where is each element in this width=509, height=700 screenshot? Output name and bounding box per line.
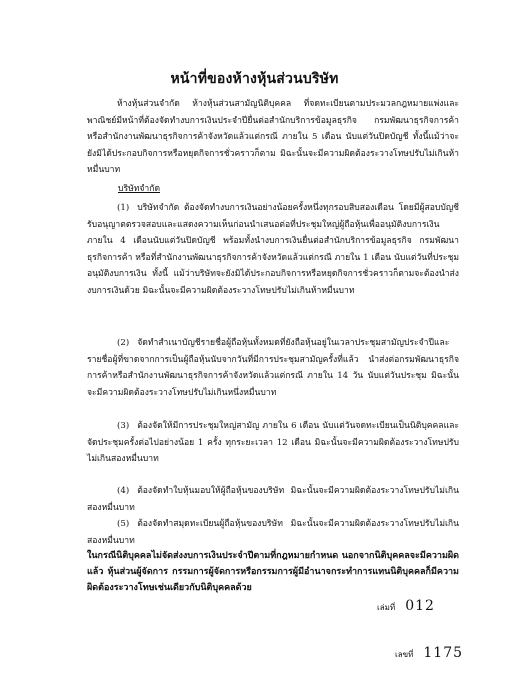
list-item <box>87 418 459 468</box>
item-text: ต้องจัดทำใบหุ้นมอบให้ผู้ถือหุ้นของบริษัท มิฉะนั้นจะมีความผิดต้องระวางโทษปรับไม่เกินสองหมื่นบาท <box>87 486 459 513</box>
number-value: 1175 <box>423 645 464 661</box>
page-title: หน้าที่ของห้างหุ้นส่วนบริษัท <box>170 71 339 87</box>
number-reference <box>395 645 463 661</box>
volume-reference <box>377 598 435 614</box>
intro-paragraph <box>87 96 459 179</box>
item-number: (4) <box>117 486 130 496</box>
list-item <box>87 516 459 549</box>
volume-label: เล่มที่ <box>377 603 396 612</box>
intro-text: ห้างหุ้นส่วนจำกัด ห้างหุ้นส่วนสามัญนิติบุคคล ที่จดทะเบียนตามประมวลกฎหมายแพ่งและพาณิชย์มีหน้าที่ต้องจัดทำงบการเงินประจำปียื่นต่อสำนักบริการข้อมูลธุรกิจ กรมพัฒนาธุรกิจการค้าหรือสำนักงานพัฒนาธุรกิจการค้าจังหวัดแล้วแต่กรณี ภายใน 5 เดือน นับแต่วันปิดบัญชี ทั้งนี้แม้ว่าจะยังมิได้ประกอบกิจการหรือหยุดกิจการชั่วคราวก็ตาม มิฉะนั้นจะมีความผิดต้องระวางโทษปรับไม่เกินห้าหมื่นบาท <box>87 99 459 176</box>
item-text: ต้องจัดให้มีการประชุมใหญ่สามัญ ภายใน 6 เดือน นับแต่วันจดทะเบียนเป็นนิติบุคคลและจัดประชุมครั้งต่อไปอย่างน้อย 1 ครั้ง ทุกระยะเวลา 12 เดือน มิฉะนั้นจะมีความผิดต้องระวางโทษปรับไม่เกินสองหมื่นบาท <box>87 421 459 465</box>
section-heading: บริษัทจำกัด <box>118 184 161 194</box>
item-number: (1) <box>117 203 130 213</box>
number-label: เลขที่ <box>395 650 414 659</box>
item-text: บริษัทจำกัด ต้องจัดทำงบการเงินอย่างน้อยครั้งหนึ่งทุกรอบสิบสองเดือน โดยมีผู้สอบบัญชีรับอนุญาตตรวจสอบและแสดงความเห็นก่อนนำเสนอต่อที่ประชุมใหญ่ผู้ถือหุ้นเพื่ออนุมัติงบการเงินภายใน 4 เดือนนับแต่วันปิดบัญชี พร้อมทั้งนำงบการเงินยื่นต่อสำนักบริการข้อมูลธุรกิจ กรมพัฒนาธุรกิจการค้า หรือที่สำนักงานพัฒนาธุรกิจการค้าจังหวัดแล้วแต่กรณี ภายใน 1 เดือน นับแต่วันที่ประชุมอนุมัติงบการเงิน ทั้งนี้ แม้ว่าบริษัทจะยังมิได้ประกอบกิจการหรือหยุดกิจการชั่วคราวก็ตามจะต้องนำส่งงบการเงินด้วย มิฉะนั้นจะมีความผิดต้องระวางโทษปรับไม่เกินห้าหมื่นบาท <box>87 203 459 296</box>
item-number: (5) <box>117 519 130 529</box>
volume-value: 012 <box>405 598 435 614</box>
list-item <box>87 200 459 300</box>
list-item <box>87 335 459 401</box>
list-item <box>87 483 459 516</box>
item-text: ต้องจัดทำสมุดทะเบียนผู้ถือหุ้นของบริษัท มิฉะนั้นจะมีความผิดต้องระวางโทษปรับไม่เกินสองหมื่นบาท <box>87 519 459 546</box>
item-number: (2) <box>117 338 130 348</box>
penalty-note: ในกรณีนิติบุคคลไม่จัดส่งงบการเงินประจำปีตามที่กฎหมายกำหนด นอกจากนิติบุคคลจะมีความผิดแล้ว หุ้นส่วนผู้จัดการ กรรมการผู้จัดการหรือกรรมการผู้มีอำนาจกระทำการแทนนิติบุคคลก็มีความผิดต้องระวางโทษเช่นเดียวกับนิติบุคคลด้วย <box>87 551 459 593</box>
item-number: (3) <box>117 421 130 431</box>
item-text: จัดทำสำเนาบัญชีรายชื่อผู้ถือหุ้นทั้งหมดที่ยังถือหุ้นอยู่ในเวลาประชุมสามัญประจำปีและรายชื่อผู้ที่ขาดจากการเป็นผู้ถือหุ้นนับจากวันที่มีการประชุมสามัญครั้งที่แล้ว นำส่งต่อกรมพัฒนาธุรกิจการค้าหรือสำนักงานพัฒนาธุรกิจการค้าจังหวัดแล้วแต่กรณี ภายใน 14 วัน นับแต่วันประชุม มิฉะนั้นจะมีความผิดต้องระวางโทษปรับไม่เกินหนึ่งหมื่นบาท <box>87 338 459 398</box>
